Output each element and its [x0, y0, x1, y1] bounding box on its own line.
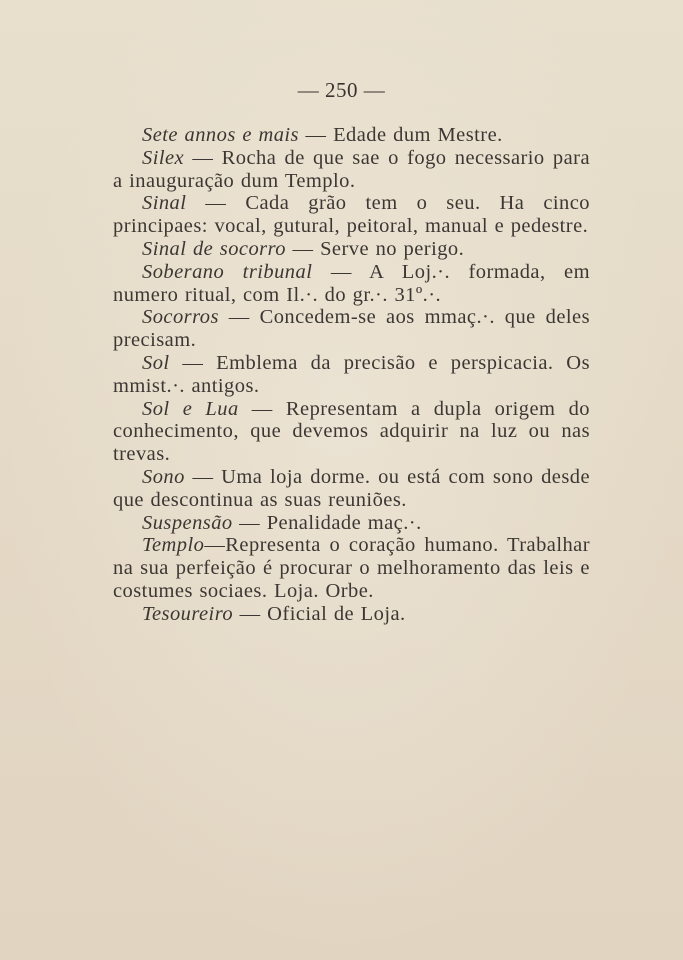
entry-term: Tesoureiro [142, 602, 234, 625]
entry-term: Suspensão [142, 511, 233, 534]
entry-definition: — Serve no perigo. [285, 237, 465, 260]
entry-definition: — A Loj.·. formada, em numero ritual, com Il.·. do gr.·. 31º.·. [113, 260, 590, 306]
glossary-entry [113, 352, 590, 398]
entry-definition: — Representam a dupla origem do conhecimento, que devemos adquirir na luz ou nas trevas. [113, 397, 590, 466]
entry-definition: —Representa o coração humano. Trabalhar na sua perfeição é procurar o melhoramento das leis e costumes sociaes. Loja. Orbe. [113, 534, 590, 602]
entry-definition: — Rocha de que sae o fogo necessario para a inauguração dum Templo. [113, 146, 590, 192]
entry-definition: — Cada grão tem o seu. Ha cinco principaes: vocal, gutural, peitoral, manual e pedestre. [113, 192, 590, 238]
entry-term: Templo [142, 534, 205, 557]
entry-definition: — Concedem-se aos mmaç.·. que deles precisam. [113, 306, 590, 352]
glossary-entries [113, 124, 590, 626]
entry-term: Sinal [142, 192, 187, 215]
glossary-entry [113, 192, 590, 238]
entry-definition: — Penalidade maç.·. [232, 511, 422, 534]
entry-definition: — Oficial de Loja. [233, 602, 406, 625]
entry-definition: — Uma loja dorme. ou está com sono desde que descontinua as suas reuniões. [113, 465, 590, 511]
glossary-entry [113, 512, 590, 535]
glossary-entry [113, 603, 590, 626]
entry-term: Sol [142, 351, 170, 374]
entry-term: Sinal de socorro [142, 237, 286, 260]
glossary-entry [113, 466, 590, 512]
glossary-entry [113, 238, 590, 261]
glossary-entry [113, 398, 590, 466]
entry-definition: — Edade dum Mestre. [298, 124, 503, 146]
glossary-entry [113, 534, 590, 602]
glossary-entry [113, 261, 590, 307]
entry-term: Socorros [142, 306, 219, 329]
glossary-entry [113, 306, 590, 352]
entry-term: Soberano tribunal [142, 260, 313, 283]
glossary-entry [113, 124, 590, 147]
entry-term: Sete annos e mais [142, 124, 299, 146]
glossary-entry [113, 147, 590, 193]
entry-term: Silex [142, 146, 185, 169]
entry-term: Sol e Lua [142, 397, 239, 420]
entry-definition: — Emblema da precisão e perspicacia. Os mmist.·. antigos. [113, 351, 590, 397]
entry-term: Sono [142, 465, 185, 488]
page-number: — 250 — [297, 78, 386, 102]
